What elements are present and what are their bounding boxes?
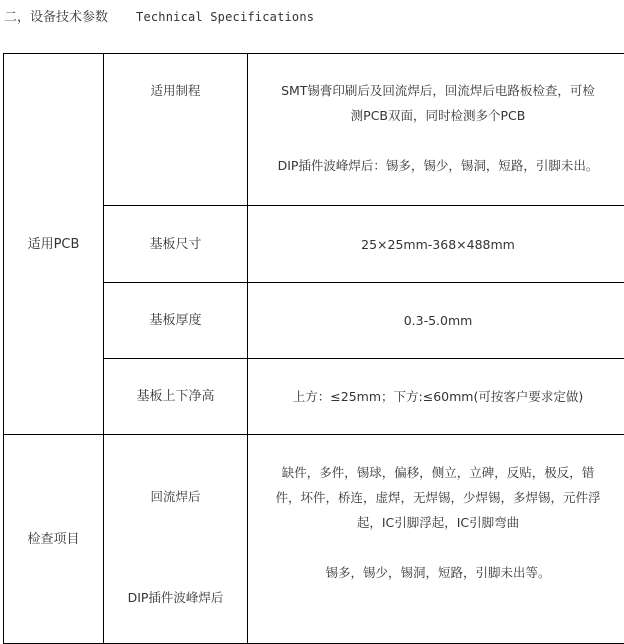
group-label-inspection-text: 检查项目 [27, 531, 80, 547]
row-process-line-2: 测PCB双面，同时检测多个PCB [350, 108, 526, 123]
reflow-line-3: 起，IC引脚浮起，IC引脚弯曲 [356, 515, 520, 530]
heading-en: Technical Specifications [136, 10, 315, 24]
row-process-label-text: 适用制程 [150, 83, 201, 98]
row-size-value [248, 206, 624, 283]
dip-value: 锡多，锡少，锡洞，短路，引脚未出等。 [325, 565, 551, 580]
row-thickness-label-text: 基板厚度 [149, 313, 202, 328]
inspection-values [248, 435, 624, 644]
row-thickness-label [104, 283, 248, 359]
row-process-value [248, 54, 624, 206]
reflow-line-2: 件，坏件，桥连，虚焊，无焊锡，少焊锡，多焊锡，元件浮 [275, 490, 601, 505]
row-thickness-value [248, 283, 624, 359]
section-heading [4, 6, 314, 25]
sub-dip-label: DIP插件波峰焊后 [127, 590, 224, 605]
group-label-inspection [4, 435, 104, 644]
row-size-label-text: 基板尺寸 [149, 236, 202, 252]
row-size-label [104, 206, 248, 283]
row-clearance-label-text: 基板上下净高 [136, 389, 215, 404]
heading-zh: 二，设备技术参数 [4, 10, 109, 25]
row-clearance-label [104, 359, 248, 435]
row-process-label [104, 54, 248, 206]
spec-table [3, 53, 624, 644]
row-size-value-text: 25×25mm-368×488mm [361, 236, 515, 252]
group-label-pcb-text: 适用PCB [27, 236, 80, 252]
row-process-line-1: SMT锡膏印刷后及回流焊后，回流焊后电路板检查，可检 [281, 83, 595, 98]
inspection-names [104, 435, 248, 644]
row-clearance-value-text: 上方：≤25mm；下方:≤60mm(可按客户要求定做) [292, 389, 584, 404]
group-label-pcb [4, 54, 104, 435]
row-process-line-3: DIP插件波峰焊后：锡多，锡少，锡洞，短路，引脚未出。 [277, 158, 599, 173]
row-clearance-value [248, 359, 624, 435]
reflow-line-1: 缺件，多件，锡球，偏移，侧立，立碑，反贴，极反，错 [281, 465, 595, 480]
sub-reflow-label: 回流焊后 [150, 489, 201, 504]
row-thickness-value-text: 0.3-5.0mm [403, 313, 473, 328]
